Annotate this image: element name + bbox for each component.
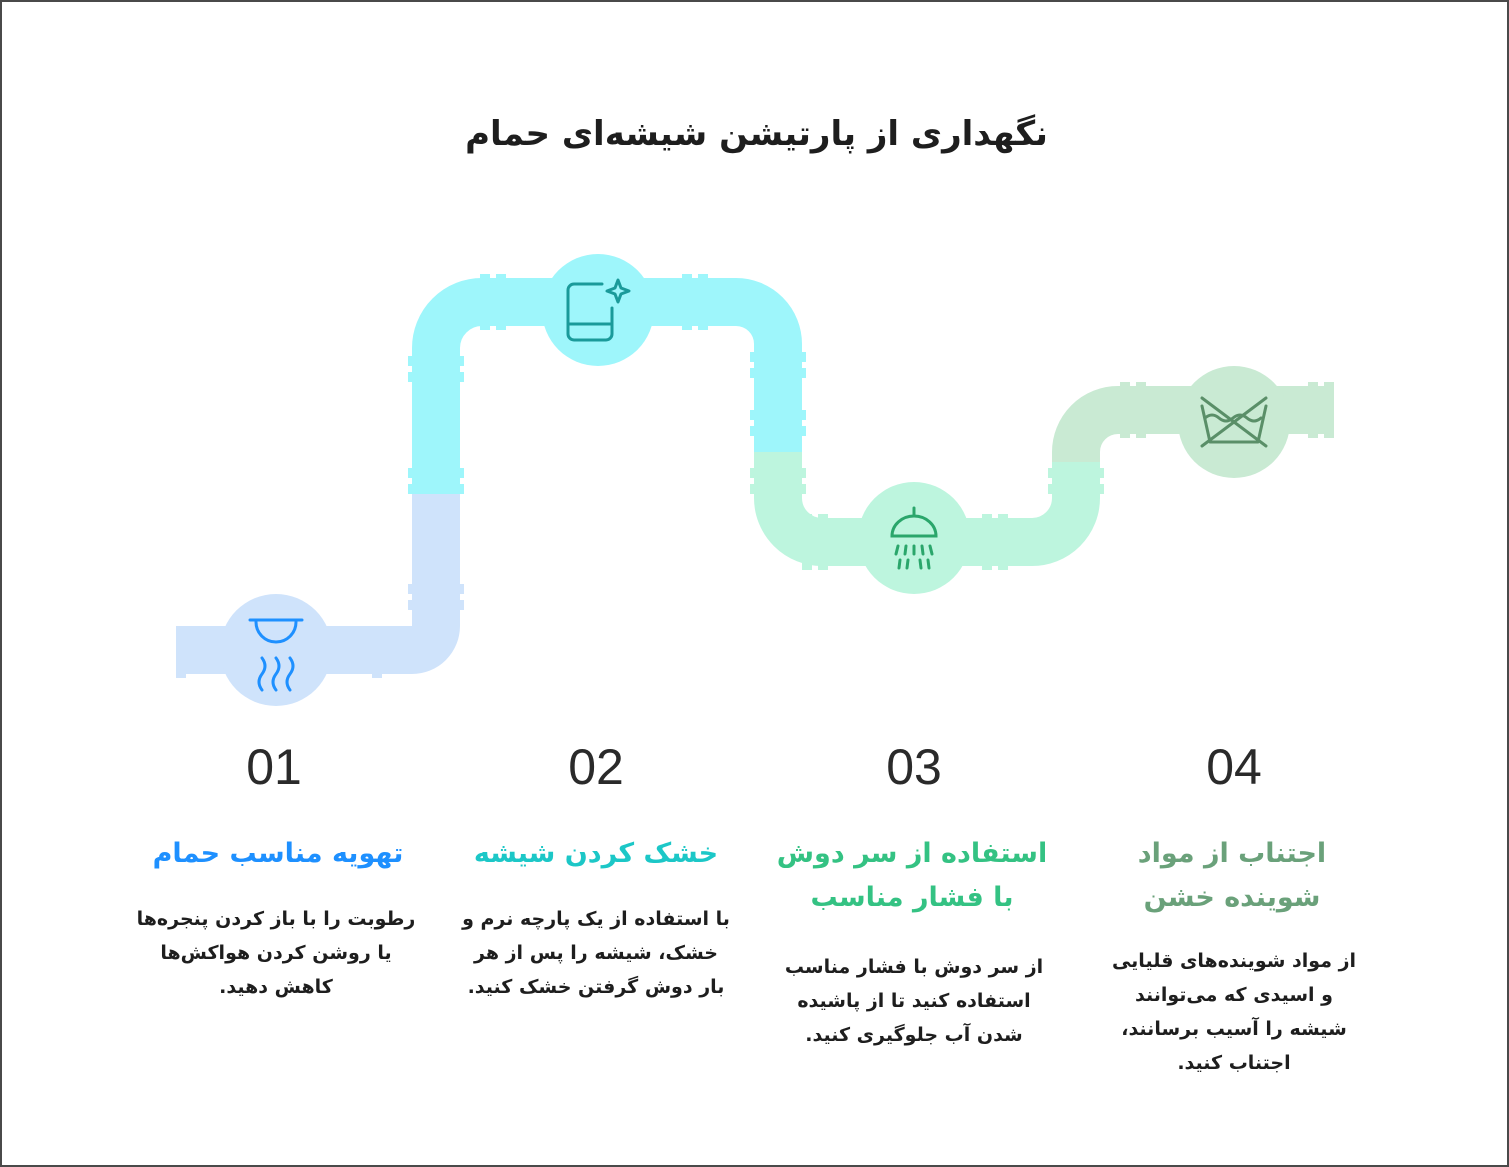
step-4-description-line: و اسیدی که می‌توانند <box>1135 984 1333 1006</box>
step-3-description-line: استفاده کنید تا از پاشیده <box>797 990 1031 1012</box>
pipe-flange <box>372 626 382 678</box>
pipe-flange <box>750 468 806 478</box>
step-1-heading-text: تهویه مناسب حمام <box>152 838 404 869</box>
step-4-description-line: از مواد شوینده‌های قلیایی <box>1111 950 1357 972</box>
pipe-flange <box>480 274 490 330</box>
pipe-flange <box>750 410 806 420</box>
pipe-flange <box>750 352 806 362</box>
pipe-flange <box>1308 382 1318 438</box>
pipe-flange <box>1324 382 1334 438</box>
pipe-flange <box>408 468 464 478</box>
step-4-heading <box>1082 832 1382 920</box>
step-2-description <box>446 902 746 1004</box>
step-2-node <box>542 254 654 366</box>
step-3-description <box>764 950 1064 1052</box>
pipe-flange <box>982 514 992 570</box>
step-3-description-line: شدن آب جلوگیری کنید. <box>805 1024 1023 1046</box>
step-3-heading-line-1: استفاده از سر دوش <box>776 838 1048 869</box>
pipe-flange <box>998 514 1008 570</box>
step-2-number: 02 <box>568 739 624 795</box>
pipe-flange <box>408 584 464 594</box>
pipe-flange <box>1120 382 1130 438</box>
step-1-number: 01 <box>246 739 302 795</box>
pipe-flange <box>1136 382 1146 438</box>
step-1-description-line: رطوبت را با باز کردن پنجره‌ها <box>136 908 416 930</box>
step-3-number: 03 <box>886 739 942 795</box>
page-title: نگهداری از پارتیشن شیشه‌ای حمام <box>465 114 1048 154</box>
step-3-node <box>858 482 970 594</box>
step-4-heading-line-1: اجتناب از مواد <box>1137 838 1327 869</box>
pipe-flange <box>802 514 812 570</box>
pipe-flange <box>408 356 464 366</box>
step-4-description-line: شیشه را آسیب برسانند، <box>1121 1018 1347 1040</box>
step-4-node <box>1178 366 1290 478</box>
step-2-heading-text: خشک کردن شیشه <box>473 838 719 869</box>
step-3-heading-line-2: با فشار مناسب <box>810 882 1014 913</box>
pipe-flange <box>1048 468 1104 478</box>
step-2-description-line: خشک، شیشه را پس از هر <box>474 942 718 964</box>
step-4-heading-line-2: شوینده خشن <box>1143 882 1321 913</box>
pipe-flange <box>176 626 186 678</box>
step-1-description-line: یا روشن کردن هواکش‌ها <box>160 942 392 964</box>
pipe-flange <box>750 368 806 378</box>
step-3-heading <box>762 832 1062 920</box>
pipe-flange <box>698 274 708 330</box>
step-4-description <box>1084 944 1384 1080</box>
step-3-description-line: از سر دوش با فشار مناسب <box>784 956 1044 978</box>
pipe-flange <box>682 274 692 330</box>
pipe-flange <box>1048 484 1104 494</box>
pipe-flange <box>750 484 806 494</box>
step-1-node <box>220 594 332 706</box>
pipe-flange <box>818 514 828 570</box>
step-4-description-line: اجتناب کنید. <box>1177 1052 1291 1074</box>
step-1-description <box>126 902 426 1004</box>
step-2-heading <box>446 832 746 876</box>
step-1-heading <box>128 832 428 876</box>
step-1-description-line: کاهش دهید. <box>219 976 333 998</box>
step-2-description-line: بار دوش گرفتن خشک کنید. <box>467 976 725 998</box>
pipe-flange <box>496 274 506 330</box>
pipe-flange <box>750 426 806 436</box>
pipe-flange <box>408 600 464 610</box>
pipe-flange <box>408 372 464 382</box>
step-4-number: 04 <box>1206 739 1262 795</box>
step-2-description-line: با استفاده از یک پارچه نرم و <box>462 908 730 930</box>
pipe-flange <box>408 484 464 494</box>
